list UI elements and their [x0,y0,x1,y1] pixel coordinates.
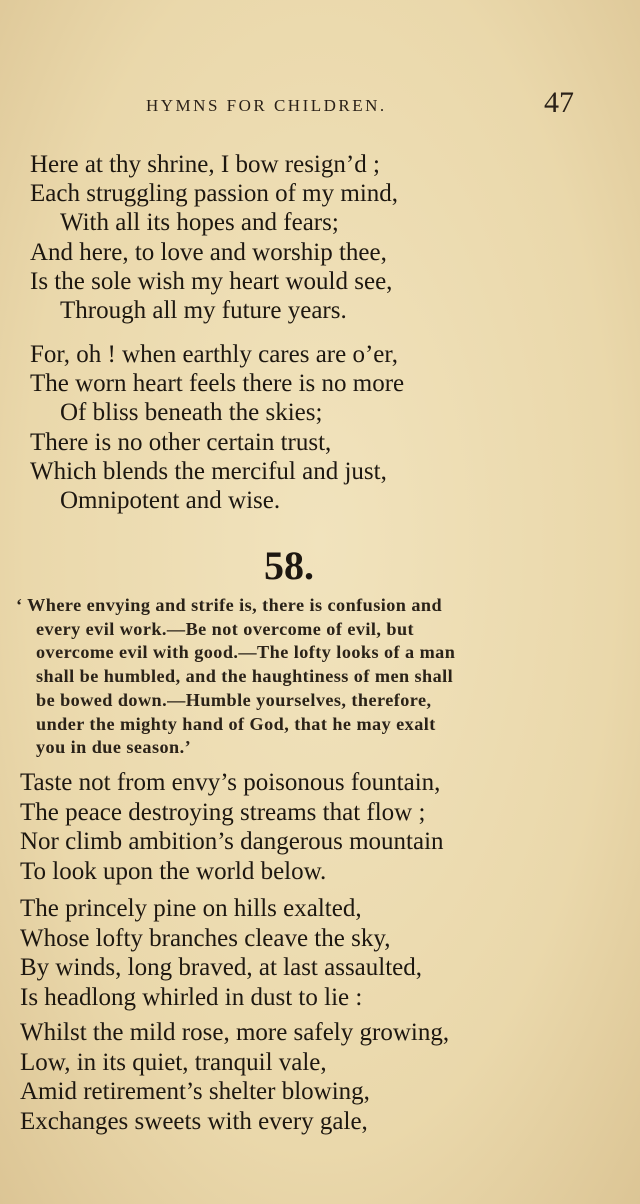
epigraph-line: shall be humbled, and the haughtiness of men shall [36,666,454,687]
verse-line: To look upon the world below. [20,857,327,885]
verse-line: For, oh ! when earthly cares are o’er, [30,341,398,368]
verse-line: And here, to love and worship thee, [30,238,387,266]
verse-line: Is the sole wish my heart would see, [30,267,393,295]
epigraph-line: be bowed down.—Humble yourselves, therefore, [36,689,432,710]
epigraph-line: under the mighty hand of God, that he may exalt [36,713,436,734]
verse-line: Whose lofty branches cleave the sky, [20,924,391,952]
verse-line: Of bliss beneath the skies; [60,399,323,427]
verse-line: Taste not from envy’s poisonous fountain, [20,769,441,796]
stanza-1 [30,150,398,325]
epigraph [16,594,572,760]
verse-line: By winds, long braved, at last assaulted, [20,954,423,981]
verse-line: The peace destroying streams that flow ; [20,798,426,826]
verse-line: With all its hopes and fears; [60,209,339,237]
verse-line: The worn heart feels there is no more [30,370,405,398]
verse-line: Is headlong whirled in dust to lie : [20,983,363,1011]
epigraph-line: overcome evil with good.—The lofty looks of a man [36,642,456,663]
epigraph-line: you in due season.’ [36,737,192,758]
verse-line: Nor climb ambition’s dangerous mountain [20,828,444,855]
verse-line: Whilst the mild rose, more safely growing, [20,1019,450,1046]
verse-line: The princely pine on hills exalted, [20,895,362,922]
running-head: HYMNS FOR CHILDREN. [146,96,387,115]
verse-line: Low, in its quiet, tranquil vale, [20,1048,327,1076]
hymn-number: 58. [264,543,314,588]
stanza-3 [20,768,444,886]
verse-line: There is no other certain trust, [30,428,332,456]
epigraph-line: ‘ Where envying and strife is, there is confusion and [16,595,443,615]
stanza-5 [20,1018,449,1136]
verse-line: Here at thy shrine, I bow resign’d ; [30,151,380,178]
verse-line: Through all my future years. [60,297,347,325]
verse-line: Each struggling passion of my mind, [30,180,399,208]
verse-line: Amid retirement’s shelter blowing, [20,1078,370,1105]
verse-line: Which blends the merciful and just, [30,457,387,485]
stanza-4 [20,894,422,1012]
verse-line: Omnipotent and wise. [60,487,281,515]
page-number: 47 [544,86,574,119]
stanza-2 [30,340,404,515]
verse-line: Exchanges sweets with every gale, [20,1107,368,1135]
epigraph-line: every evil work.—Be not overcome of evil, but [36,618,415,639]
